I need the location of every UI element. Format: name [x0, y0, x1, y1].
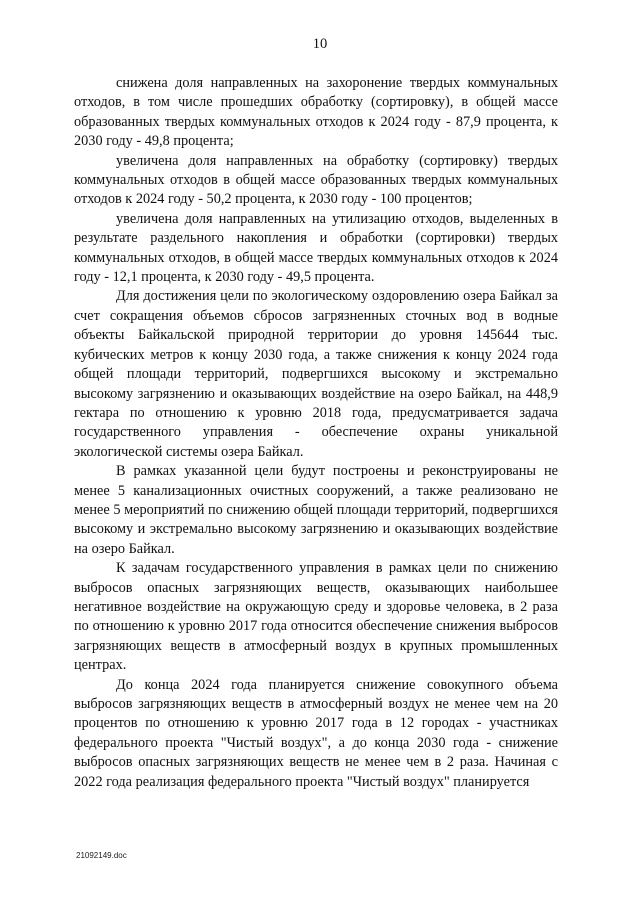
document-body: [74, 74, 558, 792]
paragraph-baikal-measures: В рамках указанной цели будут построены и реконструированы не менее 5 канализационных очистных сооружений, а также реализовано не менее 5 мероприятий по снижению общей площади территорий, подвергшихся высокому и экстремально высокому загрязнению и оказывающих воздействие на озеро Байкал.: [74, 463, 558, 557]
paragraph-clean-air: До конца 2024 года планируется снижение совокупного объема выбросов загрязняющих веществ в атмосферный воздух не менее чем на 20 процентов по отношению к уровню 2017 года в 12 городах - участниках федерального проекта "Чистый воздух", а до конца 2030 года - снижение выбросов опасных загрязняющих веществ не менее чем в 2 раза. Начиная с 2022 года реализация федерального проекта "Чистый воздух" планируется: [74, 676, 558, 790]
paragraph-baikal-goal: Для достижения цели по экологическому оздоровлению озера Байкал за счет сокращения объемов сбросов загрязненных сточных вод в водные объекты Байкальской природной территории до уровня 145644 тыс. кубических метров к концу 2030 года, а также снижения к концу 2024 года общей площади территорий, подвергшихся высокому и экстремально высокому загрязнению и оказывающих воздействие на озеро Байкал, на 448,9 гектара по отношению к уровню 2018 года, предусматривается задача государственного управления - обеспечение охраны уникальной экологической системы озера Байкал.: [74, 288, 558, 460]
paragraph-waste-burial: снижена доля направленных на захоронение твердых коммунальных отходов, в том числе прошедших обработку (сортировку), в общей массе образованных твердых коммунальных отходов к 2024 году - 87,9 процента, к 2030 году - 49,8 процента;: [74, 75, 558, 150]
page-number: 10: [312, 36, 328, 52]
file-name-footer: 21092149.doc: [76, 851, 127, 860]
paragraph-waste-utilization: увеличена доля направленных на утилизацию отходов, выделенных в результате раздельного накопления и обработки (сортировки) твердых коммунальных отходов, в общей массе твердых коммунальных отходов к 2024 году - 12,1 процента, к 2030 году - 49,5 процента.: [74, 210, 558, 286]
paragraph-waste-sorting: увеличена доля направленных на обработку (сортировку) твердых коммунальных отходов в общей массе образованных твердых коммунальных отходов к 2024 году - 50,2 процента, к 2030 году - 100 процентов;: [74, 152, 558, 208]
paragraph-emissions-tasks: К задачам государственного управления в рамках цели по снижению выбросов опасных загрязняющих веществ, оказывающих наибольшее негативное воздействие на окружающую среду и здоровье человека, в 2 раза по отношению к уровню 2017 года относится обеспечение снижения выбросов загрязняющих веществ в атмосферный воздух в крупных промышленных центрах.: [74, 560, 558, 674]
